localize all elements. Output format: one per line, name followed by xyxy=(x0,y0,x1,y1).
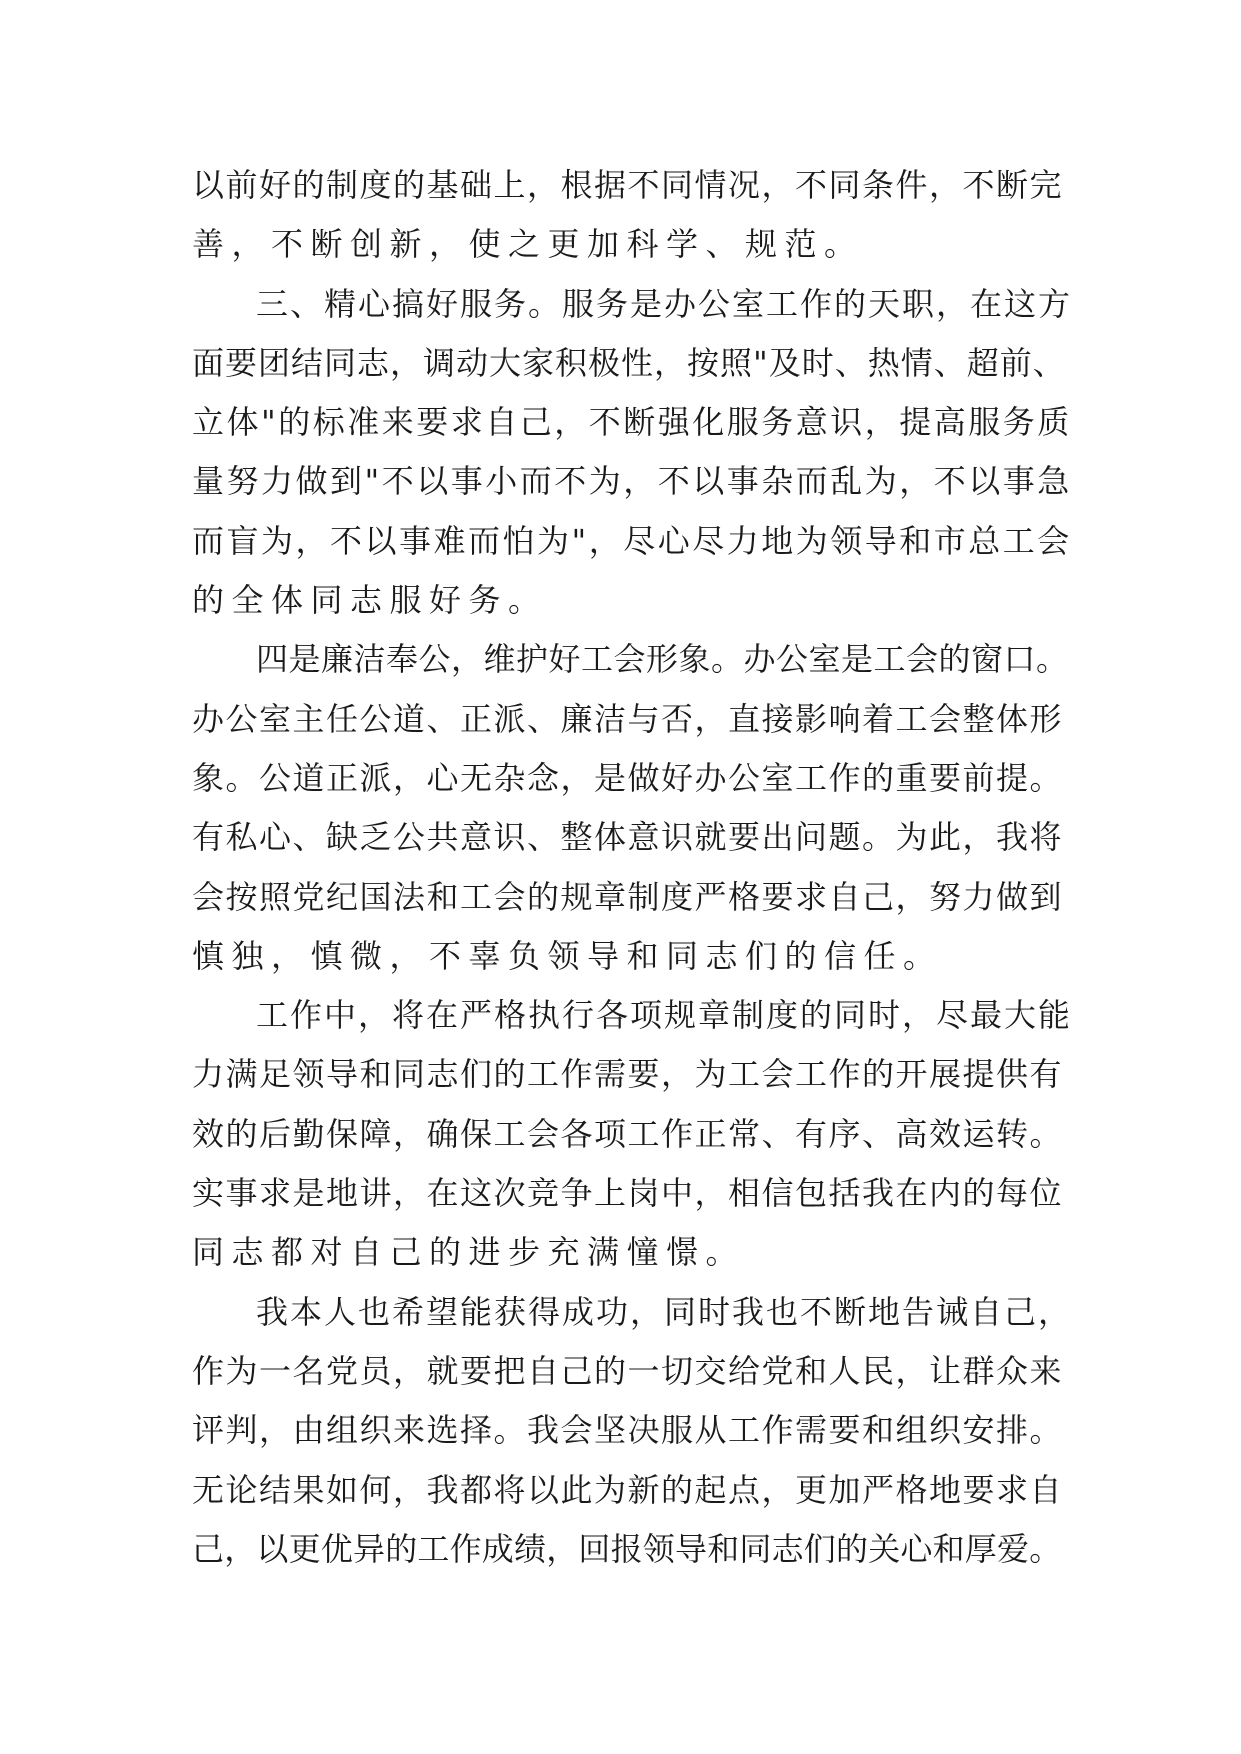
text-line: 量努力做到"不以事小而不为，不以事杂而乱为，不以事急 xyxy=(192,462,1072,501)
text-line: 善，不断创新，使之更加科学、规范。 xyxy=(192,225,864,264)
text-line: 己，以更优异的工作成绩，回报领导和同志们的关心和厚爱。 xyxy=(192,1529,1062,1568)
text-line: 会按照党纪国法和工会的规章制度严格要求自己，努力做到 xyxy=(192,877,1064,916)
text-line: 实事求是地讲，在这次竞争上岗中，相信包括我在内的每位 xyxy=(192,1174,1064,1213)
text-line: 效的后勤保障，确保工会各项工作正常、有序、高效运转。 xyxy=(192,1114,1064,1153)
text-line: 立体"的标准来要求自己，不断强化服务意识，提高服务质 xyxy=(192,403,1072,442)
text-line: 的全体同志服好务。 xyxy=(192,581,548,620)
text-line: 评判，由组织来选择。我会坚决服从工作需要和组织安排。 xyxy=(192,1411,1064,1450)
text-line: 无论结果如何，我都将以此为新的起点，更加严格地要求自 xyxy=(192,1470,1064,1509)
paragraph-first-line: 四是廉洁奉公，维护好工会形象。办公室是工会的窗口。 xyxy=(256,640,1069,679)
text-line: 有私心、缺乏公共意识、整体意识就要出问题。为此，我将 xyxy=(192,818,1064,857)
text-line: 慎独，慎微，不辜负领导和同志们的信任。 xyxy=(192,936,943,975)
text-line: 办公室主任公道、正派、廉洁与否，直接影响着工会整体形 xyxy=(192,699,1064,738)
text-line: 同志都对自己的进步充满憧憬。 xyxy=(192,1233,746,1272)
text-line: 力满足领导和同志们的工作需要，为工会工作的开展提供有 xyxy=(192,1055,1064,1094)
body-text xyxy=(192,156,1072,1579)
paragraph-first-line: 三、精心搞好服务。服务是办公室工作的天职，在这方 xyxy=(256,284,1073,323)
text-line: 面要团结同志，调动大家积极性，按照"及时、热情、超前、 xyxy=(192,343,1066,382)
text-line: 作为一名党员，就要把自己的一切交给党和人民，让群众来 xyxy=(192,1351,1064,1390)
text-line: 象。公道正派，心无杂念，是做好办公室工作的重要前提。 xyxy=(192,758,1064,797)
text-line: 而盲为，不以事难而怕为"，尽心尽力地为领导和市总工会 xyxy=(192,521,1072,560)
paragraph-first-line: 我本人也希望能获得成功，同时我也不断地告诫自己， xyxy=(256,1292,1073,1331)
paragraph-first-line: 工作中，将在严格执行各项规章制度的同时，尽最大能 xyxy=(256,996,1073,1035)
text-line: 以前好的制度的基础上，根据不同情况，不同条件，不断完 xyxy=(192,166,1064,204)
